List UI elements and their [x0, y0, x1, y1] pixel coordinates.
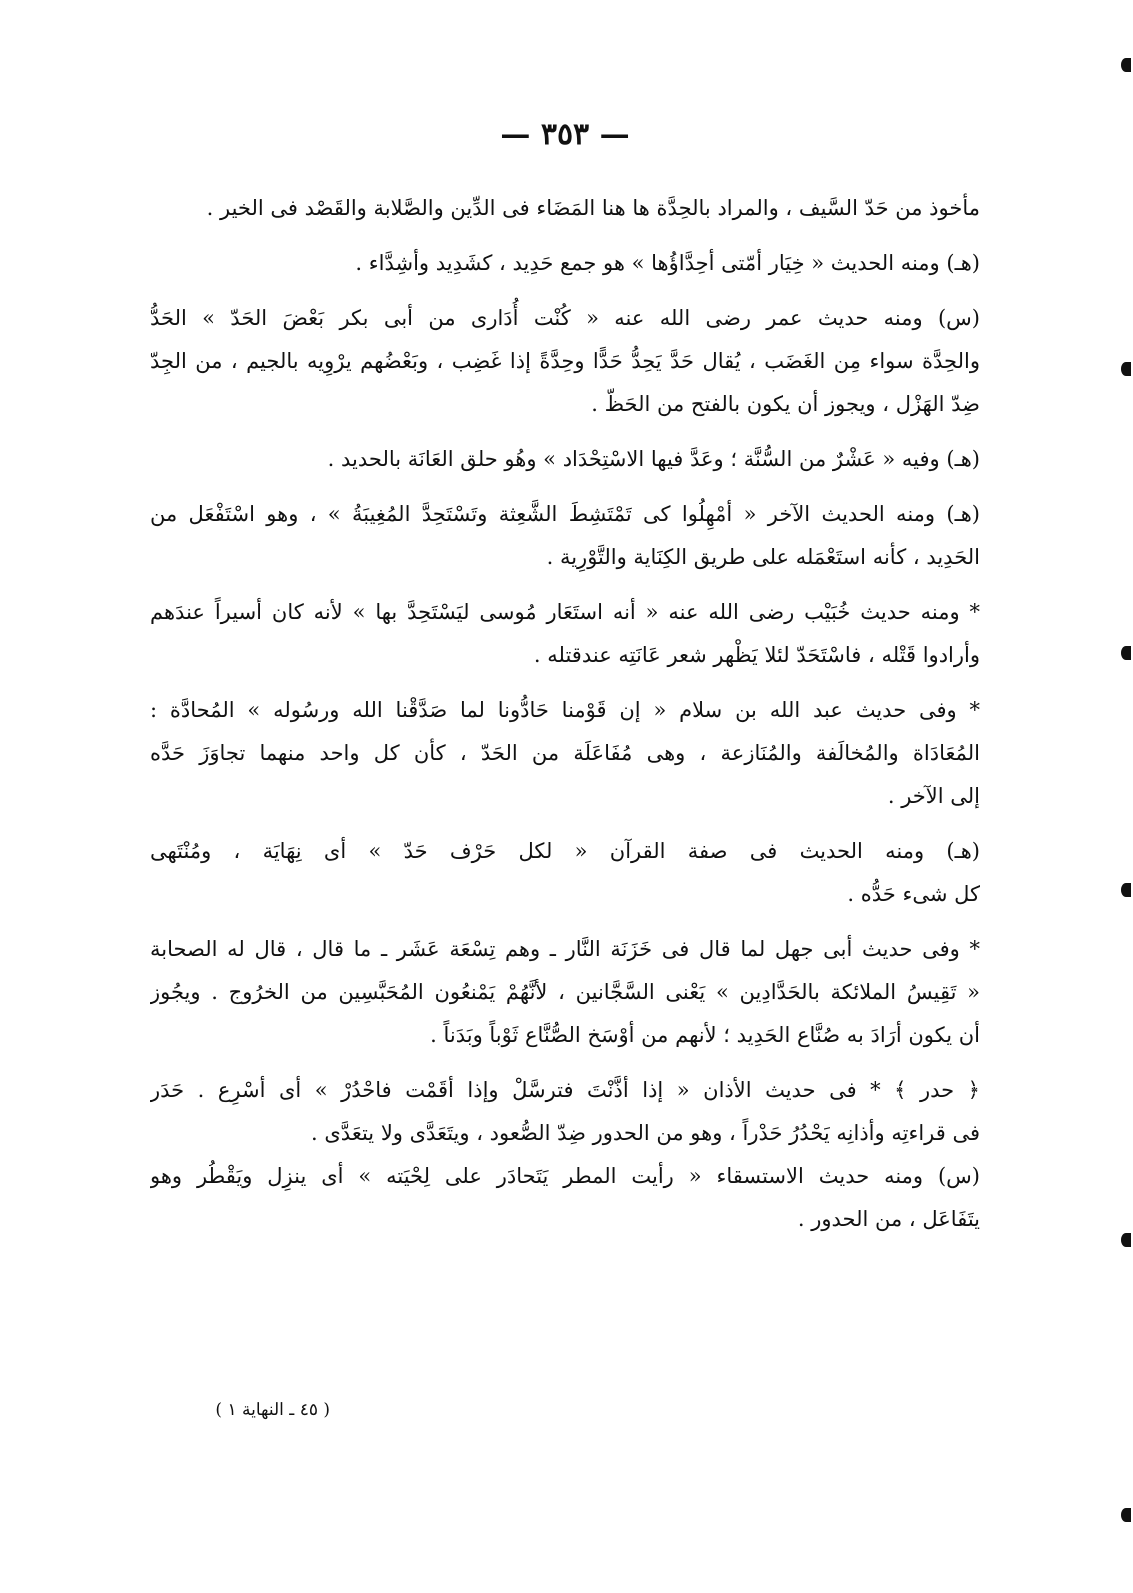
page-number: — ٣٥٣ — — [500, 117, 630, 152]
page-footer: ( ٤٥ ـ النهاية ١ ) — [215, 1400, 330, 1420]
text-body — [150, 187, 980, 1241]
scan-edge-mark — [1121, 1508, 1131, 1522]
text-line: فى قراءتِه وأذانِه يَحْدُرُ حَدْراً ، وهو من الحدور ضِدّ الصُّعود ، ويتَعَدَّى ولا يتعَدَّى . — [311, 1121, 980, 1145]
paragraph-gap — [150, 481, 980, 493]
text-line: (هـ) وفيه « عَشْرٌ من السُّنَّة ؛ وعَدَّ فيها الاسْتِحْدَاد » وهُو حلق العَانَة بالحديد . — [327, 447, 980, 471]
scan-edge-mark — [1121, 362, 1131, 376]
text-line: (س) ومنه حديث الاستسقاء « رأيت المطر يَتَحادَر على لِحْيَته » أى ينزِل ويَقْطُر وهو — [150, 1164, 980, 1188]
text-line: « تَقِيسُ الملائكة بالحَدَّادِين » يَعْنى السَّجَّانين ، لأنَّهُمْ يَمْنعُون المُحَبَّسِين من الخرُوج . ويجُوز — [150, 980, 980, 1004]
text-line: المُعَادَاة والمُخالَفة والمُنَازعة ، وهى مُفَاعَلَة من الحَدّ ، كأن كل واحد منهما تجاوَزَ حَدَّه — [150, 741, 980, 765]
text-line: وأرادوا قَتْله ، فاسْتَحَدّ لئلا يَظْهر شعر عَانَتِه عندقتله . — [533, 643, 980, 667]
paragraph-gap — [150, 285, 980, 297]
book-page — [150, 105, 980, 1545]
text-line: كل شىء حَدُّه . — [847, 882, 980, 906]
text-line: * وفى حديث عبد الله بن سلام « إن قَوْمنا حَادُّونا لما صَدَّقْنا الله ورسُوله » المُحادَّة : — [150, 698, 980, 722]
text-line: ضِدّ الهَزْل ، ويجوز أن يكون بالفتح من الحَظّ . — [591, 392, 980, 416]
text-line: أن يكون أرَادَ به صُنَّاع الحَدِيد ؛ لأنهم من أوْسَخ الصُّنَّاع ثَوْباً وبَدَناً . — [430, 1023, 980, 1047]
text-line: * ومنه حديث خُبَيْب رضى الله عنه « أنه استَعَار مُوسى ليَسْتَحِدَّ بها » لأنه كان أسيراً عندَهم — [150, 600, 980, 624]
text-line: ﴿ حدر ﴾ * فى حديث الأذان « إذا أذَّنْتَ فترسَّلْ وإذا أقَمْت فاحْدُرْ » أى أسْرِع . حَدَر — [150, 1078, 980, 1102]
paragraph-gap — [150, 677, 980, 689]
text-line: إلى الآخر . — [887, 784, 980, 808]
paragraph-gap — [150, 426, 980, 438]
text-line: (هـ) ومنه الحديث فى صفة القرآن « لكل حَرْف حَدّ » أى نِهَايَة ، ومُنْتَهى — [150, 839, 980, 863]
scan-edge-mark — [1121, 58, 1131, 72]
text-line: الحَدِيد ، كأنه استَعْمَله على طريق الكِنَاية والتَّوْرِية . — [546, 545, 980, 569]
text-line: * وفى حديث أبى جهل لما قال فى خَزَنَة النَّار ـ وهم تِسْعَة عَشَر ـ ما قال ، قال له الصحابة — [150, 937, 980, 961]
text-line: يتَفَاعَل ، من الحدور . — [797, 1207, 980, 1231]
scan-edge-mark — [1121, 1233, 1131, 1247]
text-line: (س) ومنه حديث عمر رضى الله عنه « كُنْت أُدَارى من أبى بكر بَعْضَ الحَدّ » الحَدُّ — [150, 306, 980, 330]
paragraph-gap — [150, 230, 980, 242]
scan-edge-mark — [1121, 646, 1131, 660]
text-line: (هـ) ومنه الحديث « خِيَار أمّتى أحِدَّاؤُها » هو جمع حَدِيد ، كشَدِيد وأشِدَّاء . — [355, 251, 980, 275]
paragraph-gap — [150, 818, 980, 830]
paragraph-gap — [150, 916, 980, 928]
text-line: والحِدَّة سواء مِن الغَضَب ، يُقال حَدَّ يَحِدُّ حَدًّا وحِدَّةً إذا غَضِب ، وبَعْضُهم يرْوِيه بالجيم ، من الجِدّ — [150, 349, 980, 373]
scan-edge-mark — [1121, 883, 1131, 897]
paragraph-gap — [150, 579, 980, 591]
text-line: مأخوذ من حَدّ السَّيف ، والمراد بالحِدَّة ها هنا المَضَاء فى الدِّين والصَّلابة والقَصْد فى الخير . — [206, 196, 980, 220]
text-line: (هـ) ومنه الحديث الآخر « أمْهِلُوا كى تَمْتَشِطَ الشَّعِثة وتَسْتَحِدَّ المُغِيبَةُ » ، وهو اسْتَفْعَل من — [150, 502, 980, 526]
paragraph-gap — [150, 1057, 980, 1069]
